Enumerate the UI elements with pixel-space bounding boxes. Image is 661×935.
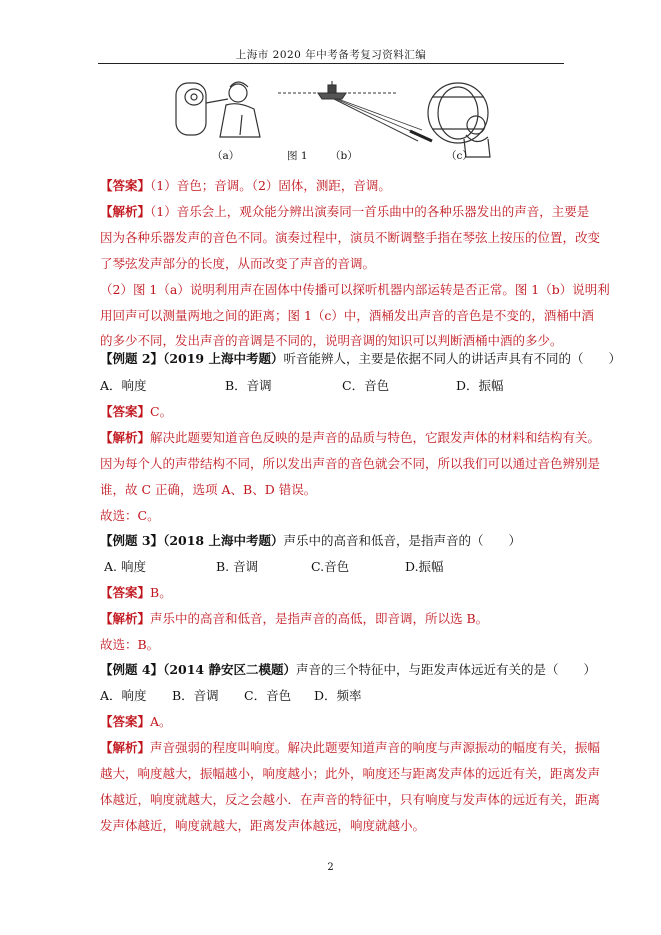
ex4-answer	[100, 714, 566, 730]
answer-tag: 【答案】	[100, 404, 151, 419]
analysis-text: 声音强弱的程度叫响度。解决此题要知道声音的响度与声源振动的幅度有关，振幅	[150, 740, 601, 755]
ex3-options	[100, 559, 566, 575]
example-tag: 【例题 3】	[100, 533, 164, 548]
ex2-conclusion: 故选：C。	[100, 508, 160, 523]
example-tag: 【例题 4】	[100, 662, 164, 677]
analysis-text: 声乐中的高音和低音，是指声音的高低，即音调，所以选 B。	[150, 611, 489, 626]
answer-text: B。	[150, 585, 172, 600]
option-a: A．响度	[100, 688, 147, 703]
answer-text: （1）音色；音调。（2）固体，测距，音调。	[150, 178, 391, 193]
header-rule	[98, 63, 564, 64]
answer-tag: 【答案】	[100, 714, 151, 729]
ex3-conclusion: 故选：B。	[100, 637, 160, 652]
ex4-analysis-line	[100, 740, 601, 756]
ex1-analysis-line: 用回声可以测量两地之间的距离；图 1（c）中，酒桶发出声音的音色是不变的，酒桶中酒	[100, 308, 594, 323]
figure-a-machine-listener	[176, 82, 260, 137]
ex4-question	[100, 662, 596, 678]
ex3-answer	[100, 585, 566, 601]
analysis-tag: 【解析】	[100, 204, 151, 219]
ex3-analysis-line	[100, 611, 566, 627]
figure-label-c: （c）	[446, 150, 473, 162]
ex2-options	[100, 378, 566, 394]
option-a: A. 响度	[104, 559, 146, 574]
analysis-tag: 【解析】	[100, 611, 151, 626]
figure-label-a: （a）	[212, 150, 240, 162]
figure-c-wine-barrel	[428, 83, 490, 157]
example-source: （2019 上海中考题）	[163, 351, 284, 366]
question-text: 声音的三个特征中，与距发声体远近有关的是（ ）	[295, 662, 596, 677]
ex2-analysis-line: 因为每个人的声带结构不同，所以发出声音的音色就会不同，所以我们可以通过音色辨别是	[100, 456, 601, 471]
answer-tag: 【答案】	[100, 178, 151, 193]
example-source: （2018 上海中考题）	[163, 533, 284, 548]
question-text: 听音能辨人，主要是依据不同人的讲话声具有不同的（ ）	[283, 351, 621, 366]
ex2-analysis-line: 谁，故 C 正确，选项 A、B、D 错误。	[100, 482, 317, 497]
ex4-analysis-line: 体越近，响度就越大，反之会越小．在声音的特征中，只有响度与发声体的远近有关，距离	[100, 792, 601, 807]
option-b: B. 音调	[216, 559, 259, 574]
option-c: C．音色	[244, 688, 292, 703]
ex1-analysis-line: 了琴弦发声部分的长度，从而改变了声音的音调。	[100, 256, 376, 271]
ex1-answer	[100, 178, 566, 194]
ex1-analysis-line: 因为各种乐器发声的音色不同。演奏过程中，演员不断调整手指在琴弦上按压的位置，改变	[100, 230, 601, 245]
analysis-tag: 【解析】	[100, 430, 151, 445]
analysis-text: （1）音乐会上，观众能分辨出演奏同一首乐曲中的各种乐器发出的声音，主要是	[150, 204, 590, 219]
option-a: A．响度	[100, 378, 147, 393]
ex3-question	[100, 533, 566, 549]
ex2-answer	[100, 404, 566, 420]
answer-tag: 【答案】	[100, 585, 151, 600]
ex2-analysis-line	[100, 430, 601, 446]
example-source: （2014 静安区二模题）	[163, 662, 296, 677]
ex1-analysis-line	[100, 204, 590, 220]
ex4-analysis-line: 越大，响度越大，振幅越小，响度越小；此外，响度还与距离发声体的远近有关，距离发声	[100, 766, 601, 781]
option-c: C.音色	[311, 559, 350, 574]
page-header: 上海市 2020 年中考备考复习资料汇编	[235, 49, 427, 61]
analysis-tag: 【解析】	[100, 740, 151, 755]
page-number: 2	[327, 862, 334, 873]
option-b: B．音调	[172, 688, 219, 703]
ex1-analysis-line: （2）图 1（a）说明利用声在固体中传播可以探听机器内部运转是否正常。图 1（b）说明利	[100, 282, 610, 297]
option-b: B．音调	[225, 378, 272, 393]
figure-label-b: （b）	[330, 150, 358, 162]
answer-text: C。	[150, 404, 173, 419]
figure-caption: 图 1	[287, 150, 308, 162]
ex1-analysis-line: 的多少不同，发出声音的音调是不同的，说明音调的知识可以判断酒桶中酒的多少。	[100, 333, 563, 348]
figure-b-ship-sonar	[278, 81, 432, 141]
question-text: 声乐中的高音和低音，是指声音的（ ）	[283, 533, 521, 548]
example-tag: 【例题 2】	[100, 351, 164, 366]
option-d: D．振幅	[456, 378, 504, 393]
answer-text: A。	[150, 714, 172, 729]
option-d: D.振幅	[405, 559, 444, 574]
analysis-text: 解决此题要知道音色反映的是声音的品质与特色，它跟发声体的材料和结构有关。	[150, 430, 601, 445]
ex4-analysis-line: 发声体越近，响度就越大，距离发声体越远，响度就越小。	[100, 818, 426, 833]
ex4-options	[100, 688, 566, 704]
option-d: D．频率	[314, 688, 362, 703]
ex2-question	[100, 351, 621, 367]
option-c: C．音色	[342, 378, 390, 393]
